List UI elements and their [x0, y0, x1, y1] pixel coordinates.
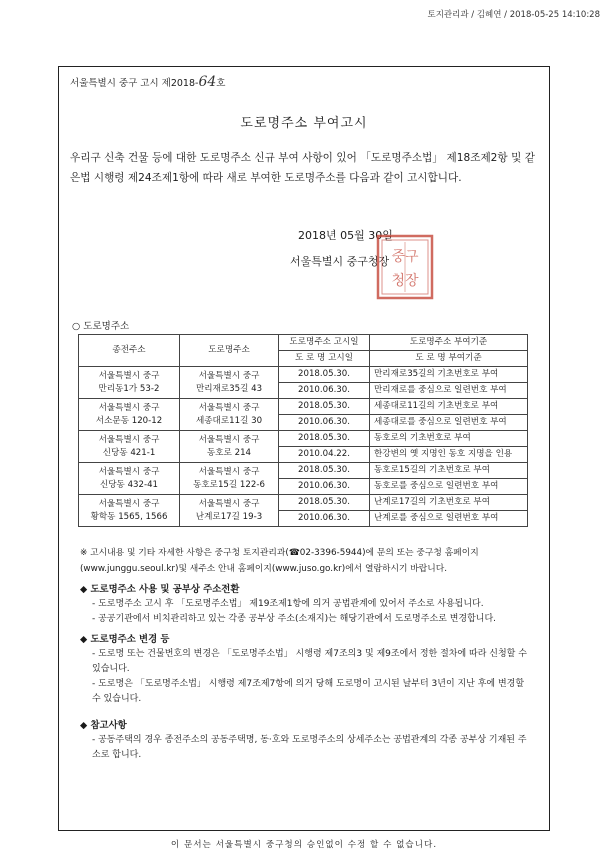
road-address-line2: 동호로 214	[206, 447, 252, 458]
road-address-line2: 동호로15길 122-6	[193, 479, 265, 490]
notice-suffix: 호	[216, 78, 226, 89]
footer-disclaimer: 이 문서는 서울특별시 중구청의 승인없이 수정 할 수 없습니다.	[170, 840, 438, 850]
road-address-line1: 서울특별시 중구	[198, 370, 260, 381]
intro-paragraph: 우리구 신축 건물 등에 대한 도로명주소 신규 부여 사항이 있어 「도로명주소법」 제18조제2항 및 같은법 시행령 제24조제1항에 따라 새로 부여한 도로명주소를 다음과 같이 고시합니다.	[70, 152, 535, 184]
old-address-line2: 만리동1가 53-2	[98, 383, 160, 394]
basis-cell: 난계로17길의 기초번호로 부여	[370, 495, 528, 511]
col-old-address: 종전주소	[79, 335, 180, 367]
section-reference-line1: - 공동주택의 경우 종전주소의 공동주택명, 동·호와 도로명주소의 상세주소는 공법관계의 각종 공부상 기재된 주소로 합니다.	[92, 735, 527, 760]
road-notice-date-cell: 2010.06.30.	[279, 511, 370, 527]
col-notice-date: 도로명주소 고시일	[279, 335, 370, 351]
road-address-line1: 서울특별시 중구	[198, 466, 260, 477]
document-header-stamp: 토지관리과 / 김혜연 / 2018-05-25 14:10:28	[427, 10, 600, 20]
table-row	[79, 463, 528, 479]
section-use-line2: - 공공기관에서 비치관리하고 있는 각종 공부상 주소(소재지)는 해당기관에서 도로명주소로 변경합니다.	[92, 614, 497, 624]
road-address-line1: 서울특별시 중구	[198, 498, 260, 509]
old-address-cell	[79, 463, 180, 495]
road-notice-date-cell: 2010.06.30.	[279, 415, 370, 431]
old-address-line1: 서울특별시 중구	[98, 402, 160, 413]
old-address-line2: 서소문동 120-12	[95, 415, 163, 426]
road-address-cell	[180, 463, 279, 495]
col-basis: 도로명주소 부여기준	[370, 335, 528, 351]
svg-text:청장: 청장	[391, 273, 419, 289]
old-address-cell	[79, 495, 180, 527]
road-address-cell	[180, 495, 279, 527]
old-address-cell	[79, 431, 180, 463]
road-notice-date-cell: 2010.04.22.	[279, 447, 370, 463]
road-address-cell	[180, 367, 279, 399]
road-basis-cell: 한강변의 옛 지명인 동호 지명을 인용	[370, 447, 528, 463]
road-notice-date-cell: 2010.06.30.	[279, 479, 370, 495]
road-address-line2: 만리재로35길 43	[195, 383, 263, 394]
basis-cell: 동호로의 기초번호로 부여	[370, 431, 528, 447]
svg-text:중구: 중구	[391, 249, 419, 265]
road-address-line2: 세종대로11길 30	[195, 415, 263, 426]
section-use-line1: - 도로명주소 고시 후 「도로명주소법」 제19조제1항에 의거 공법관계에 있어서 주소로 사용됩니다.	[92, 599, 484, 609]
section-change-line2: - 도로명은 「도로명주소법」 시행령 제7조제7항에 의거 당해 도로명이 고시된 날부터 3년이 지난 후에 변경할 수 있습니다.	[92, 679, 525, 704]
table-row	[79, 495, 528, 511]
basis-cell: 만리재로35길의 기초번호로 부여	[370, 367, 528, 383]
issuer-name: 서울특별시 중구청장	[290, 255, 390, 268]
basis-cell: 동호로15길의 기초번호로 부여	[370, 463, 528, 479]
road-notice-date-cell: 2010.06.30.	[279, 383, 370, 399]
section-reference-heading: ◆ 참고사항	[80, 720, 127, 731]
road-address-table	[78, 334, 528, 527]
road-basis-cell: 난계로를 중심으로 일련번호 부여	[370, 511, 528, 527]
road-address-line1: 서울특별시 중구	[198, 434, 260, 445]
road-basis-cell: 만리재로를 중심으로 일련번호 부여	[370, 383, 528, 399]
notice-date-cell: 2018.05.30.	[279, 399, 370, 415]
road-address-cell	[180, 431, 279, 463]
section-label-road-address: ○ 도로명주소	[72, 321, 130, 332]
notice-prefix: 서울특별시 중구 고시 제2018-	[70, 78, 199, 89]
basis-cell: 세종대로11길의 기초번호로 부여	[370, 399, 528, 415]
road-address-cell	[180, 399, 279, 431]
table-row	[79, 431, 528, 447]
old-address-line2: 신당동 432-41	[99, 479, 159, 490]
table-row	[79, 367, 528, 383]
old-address-line2: 황학동 1565, 1566	[90, 511, 168, 522]
document-title: 도로명주소 부여고시	[240, 116, 368, 131]
old-address-line1: 서울특별시 중구	[98, 498, 160, 509]
old-address-line1: 서울특별시 중구	[98, 434, 160, 445]
official-seal-stamp	[376, 234, 434, 300]
old-address-cell	[79, 367, 180, 399]
notice-number	[70, 74, 225, 90]
old-address-line1: 서울특별시 중구	[98, 370, 160, 381]
road-basis-cell: 세종대로를 중심으로 일련번호 부여	[370, 415, 528, 431]
old-address-line1: 서울특별시 중구	[98, 466, 160, 477]
old-address-cell	[79, 399, 180, 431]
road-address-line2: 난계로17길 19-3	[195, 511, 263, 522]
notice-date-cell: 2018.05.30.	[279, 367, 370, 383]
road-basis-cell: 동호로를 중심으로 일련번호 부여	[370, 479, 528, 495]
col-road-notice-date: 도 로 명 고시일	[279, 351, 370, 367]
inquiry-note: ※ 고시내용 및 기타 자세한 사항은 중구청 토지관리과(☎02-3396-5944)에 문의 또는 중구청 홈페이지 (www.junggu.seoul.kr)및 새주소 안내 홈페이지(www.juso.go.kr)에서 열람하시기 바랍니다.	[80, 548, 479, 574]
notice-date-cell: 2018.05.30.	[279, 495, 370, 511]
notice-date-cell: 2018.05.30.	[279, 463, 370, 479]
notice-date: 2018년 05월 30일	[298, 229, 393, 242]
road-address-line1: 서울특별시 중구	[198, 402, 260, 413]
notice-handwritten-number: 64	[198, 74, 217, 90]
section-change	[80, 632, 535, 707]
table-row	[79, 399, 528, 415]
col-road-address: 도로명주소	[180, 335, 279, 367]
section-use-heading: ◆ 도로명주소 사용 및 공부상 주소전환	[80, 584, 240, 595]
section-use	[80, 582, 535, 627]
old-address-line2: 신당동 421-1	[102, 447, 156, 458]
section-change-line1: - 도로명 또는 건물번호의 변경은 「도로명주소법」 시행령 제7조의3 및 제9조에서 정한 절차에 따라 신청할 수 있습니다.	[92, 649, 527, 674]
col-road-basis: 도 로 명 부여기준	[370, 351, 528, 367]
section-reference	[80, 718, 535, 763]
notice-date-cell: 2018.05.30.	[279, 431, 370, 447]
section-change-heading: ◆ 도로명주소 변경 등	[80, 634, 170, 645]
